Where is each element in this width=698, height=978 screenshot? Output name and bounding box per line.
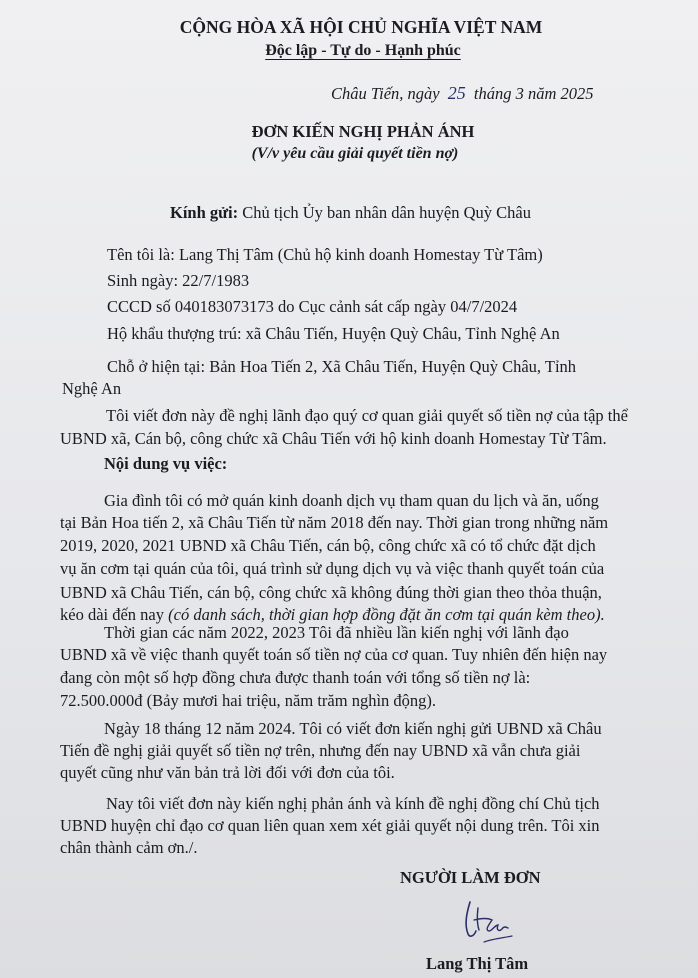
debt-amount-line: 72.500.000đ (Bảy mươi hai triệu, năm trăm nghìn động). (60, 691, 437, 710)
content-line: 2019, 2020, 2021 UBND xã Châu Tiến, cán bộ, công chức xã có tổ chức đặt dịch (60, 536, 596, 555)
content-line: UBND huyện chỉ đạo cơ quan liên quan xem xét giải quyết nội dung trên. Tôi xin (60, 816, 600, 835)
address-line: Chỗ ở hiện tại: Bản Hoa Tiến 2, Xã Châu Tiến, Huyện Quỳ Châu, Tỉnh (107, 357, 577, 376)
address-line-cont: Nghệ An (62, 379, 122, 398)
intro-line-2: UBND xã, Cán bộ, công chức xã Châu Tiến với hộ kinh doanh Homestay Từ Tâm. (60, 429, 607, 448)
name-line: Tên tôi là: Lang Thị Tâm (Chủ hộ kinh doanh Homestay Từ Tâm) (107, 245, 543, 264)
handwritten-day: 25 (447, 83, 466, 103)
residence-line: Hộ khẩu thượng trú: xã Châu Tiến, Huyện Quỳ Châu, Tỉnh Nghệ An (107, 324, 560, 343)
content-line: Ngày 18 tháng 12 năm 2024. Tôi có viết đơn kiến nghị gửi UBND xã Châu (104, 719, 602, 738)
content-line: Nay tôi viết đơn này kiến nghị phản ánh và kính đề nghị đồng chí Chủ tịch (106, 794, 600, 813)
intro-line-1: Tôi viết đơn này đề nghị lãnh đạo quý cơ quan giải quyết số tiền nợ của tập thể (106, 406, 628, 425)
content-line: vụ ăn cơm tại quán của tôi, quá trình sử dụng dịch vụ và việc thanh quyết toán của (60, 559, 605, 578)
content-line: tại Bản Hoa tiến 2, xã Châu Tiến từ năm 2018 đến nay. Thời gian trong những năm (60, 513, 609, 532)
content-line: Gia đình tôi có mở quán kinh doanh dịch vụ tham quan du lịch và ăn, uống (104, 491, 599, 510)
birth-line: Sinh ngày: 22/7/1983 (107, 271, 250, 290)
signer-label: NGƯỜI LÀM ĐƠN (400, 868, 541, 887)
content-line: kéo dài đến nay (có danh sách, thời gian hợp đồng đặt ăn cơm tại quán kèm theo). (60, 605, 605, 624)
recipient: Kính gửi: Chủ tịch Ủy ban nhân dân huyện Quỳ Châu (170, 203, 531, 222)
document-title: ĐƠN KIẾN NGHỊ PHẢN ÁNH (251, 122, 475, 141)
id-line: CCCD số 040183073173 do Cục cảnh sát cấp ngày 04/7/2024 (107, 297, 518, 316)
motto: Độc lập - Tự do - Hạnh phúc (265, 42, 461, 59)
content-line: UBND xã Châu Tiến, cán bộ, công chức xã không đúng thời gian theo thỏa thuận, (60, 583, 602, 602)
content-line: UBND xã về việc thanh quyết toán số tiền nợ của cơ quan. Tuy nhiên đến hiện nay (60, 645, 608, 664)
place-date: Châu Tiến, ngày 25 tháng 3 năm 2025 (331, 83, 594, 103)
content-line: Tiến đề nghị giải quyết số tiền nợ trên, nhưng đến nay UBND xã vẫn chưa giải (60, 741, 581, 760)
content-line: Thời gian các năm 2022, 2023 Tôi đã nhiều lần kiến nghị với lãnh đạo (104, 623, 569, 642)
content-line: chân thành cảm ơn./. (60, 838, 198, 857)
document-subtitle: (V/v yêu cầu giải quyết tiền nợ) (251, 145, 459, 162)
content-line: đang còn một số hợp đồng chưa được thanh toán với tổng số tiền nợ là: (60, 668, 531, 687)
content-line: quyết cũng như văn bản trả lời đối với đơn của tôi. (60, 763, 395, 782)
signer-name: Lang Thị Tâm (426, 954, 529, 973)
section-heading: Nội dung vụ việc: (104, 454, 228, 473)
handwritten-signature (458, 898, 518, 944)
nation-header: CỘNG HÒA XÃ HỘI CHỦ NGHĨA VIỆT NAM (179, 17, 543, 37)
